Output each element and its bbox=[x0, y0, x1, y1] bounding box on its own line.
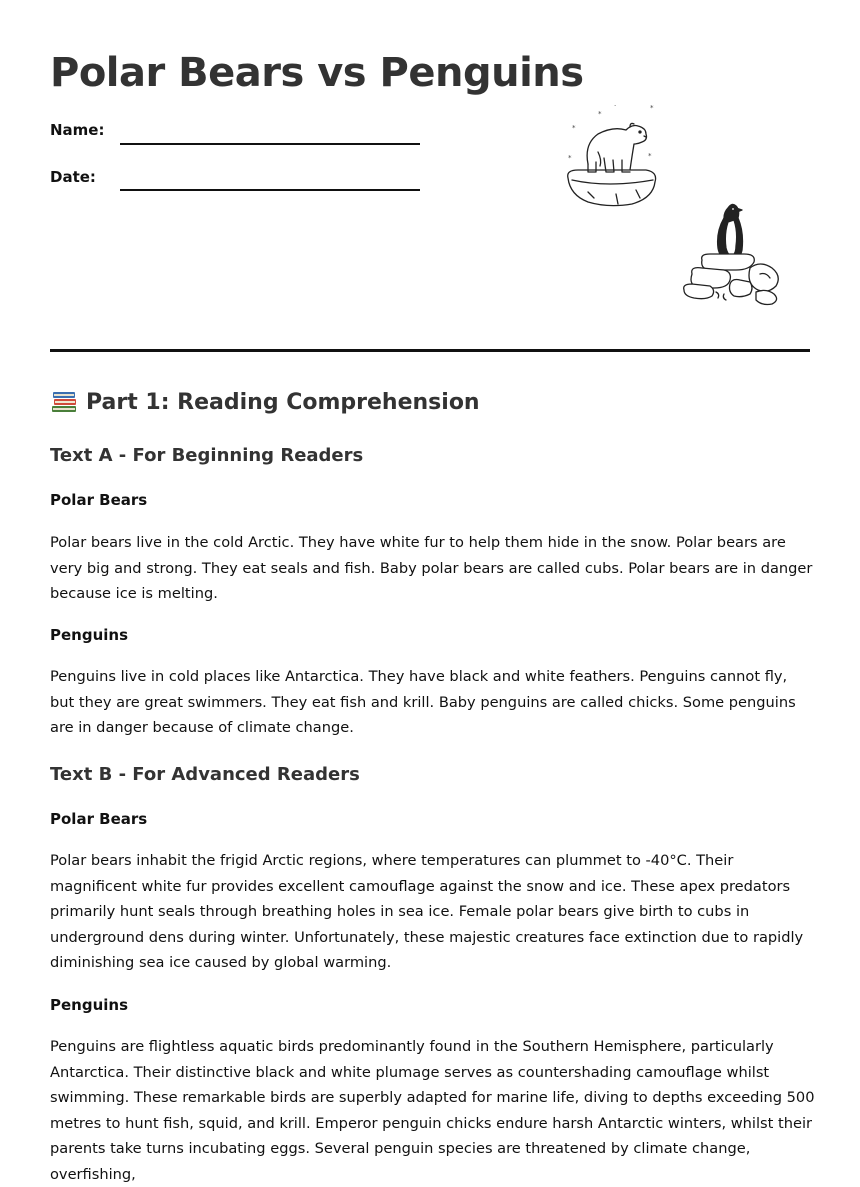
text-b-polar-heading: Polar Bears bbox=[50, 810, 148, 828]
text-a-heading: Text A - For Beginning Readers bbox=[50, 445, 364, 466]
page-title: Polar Bears vs Penguins bbox=[50, 50, 584, 96]
penguin-illustration bbox=[680, 198, 788, 308]
text-b-heading: Text B - For Advanced Readers bbox=[50, 764, 360, 785]
name-label: Name: bbox=[50, 121, 105, 139]
svg-text:*: * bbox=[650, 104, 654, 112]
section-divider bbox=[50, 349, 810, 352]
name-field[interactable] bbox=[120, 143, 420, 145]
books-icon bbox=[50, 389, 78, 415]
svg-text:*: * bbox=[648, 152, 652, 160]
date-label: Date: bbox=[50, 168, 96, 186]
part-1-title: Part 1: Reading Comprehension bbox=[86, 389, 480, 415]
date-field[interactable] bbox=[120, 189, 420, 191]
text-b-penguin-paragraph: Penguins are flightless aquatic birds predominantly found in the Southern Hemisphere, particularly Antarctica. Their distinctive black and white plumage serves as countershading camouflage whilst swimming. These remarkable birds are superbly adapted for marine life, diving to depths exceeding 500 metres to hunt fish, squid, and krill. Emperor penguin chicks endure harsh Antarctic winters, whilst their parents take turns incubating eggs. Several penguin species are threatened by climate change, overfishing, bbox=[50, 1038, 815, 1183]
svg-text:·: · bbox=[614, 102, 617, 110]
svg-text:*: * bbox=[598, 110, 602, 118]
text-a-penguin-paragraph: Penguins live in cold places like Antarctica. They have black and white feathers. Penguins cannot fly, but they are great swimmers. They eat fish and krill. Baby penguins are called chicks. Some penguins are in danger because of climate change. bbox=[50, 668, 796, 736]
text-b-polar-paragraph: Polar bears inhabit the frigid Arctic regions, where temperatures can plummet to -40°C. Their magnificent white fur provides excellent camouflage against the snow and ice. These apex predators primarily hunt seals through breathing holes in sea ice. Female polar bears give birth to cubs in underground dens during winter. Unfortunately, these majestic creatures face extinction due to rapidly diminishing sea ice caused by global warming. bbox=[50, 852, 804, 971]
text-a-polar-paragraph: Polar bears live in the cold Arctic. They have white fur to help them hide in the snow. Polar bears are very big and strong. They eat seals and fish. Baby polar bears are called cubs. Polar bears are in danger because ice is melting. bbox=[50, 534, 813, 602]
text-b-penguin-heading: Penguins bbox=[50, 996, 129, 1014]
part-1-heading bbox=[50, 389, 480, 415]
svg-text:*: * bbox=[572, 124, 576, 132]
text-a-penguin-heading: Penguins bbox=[50, 626, 129, 644]
text-a-polar-heading: Polar Bears bbox=[50, 491, 148, 509]
polar-bear-illustration bbox=[558, 100, 668, 212]
svg-text:*: * bbox=[568, 154, 572, 162]
